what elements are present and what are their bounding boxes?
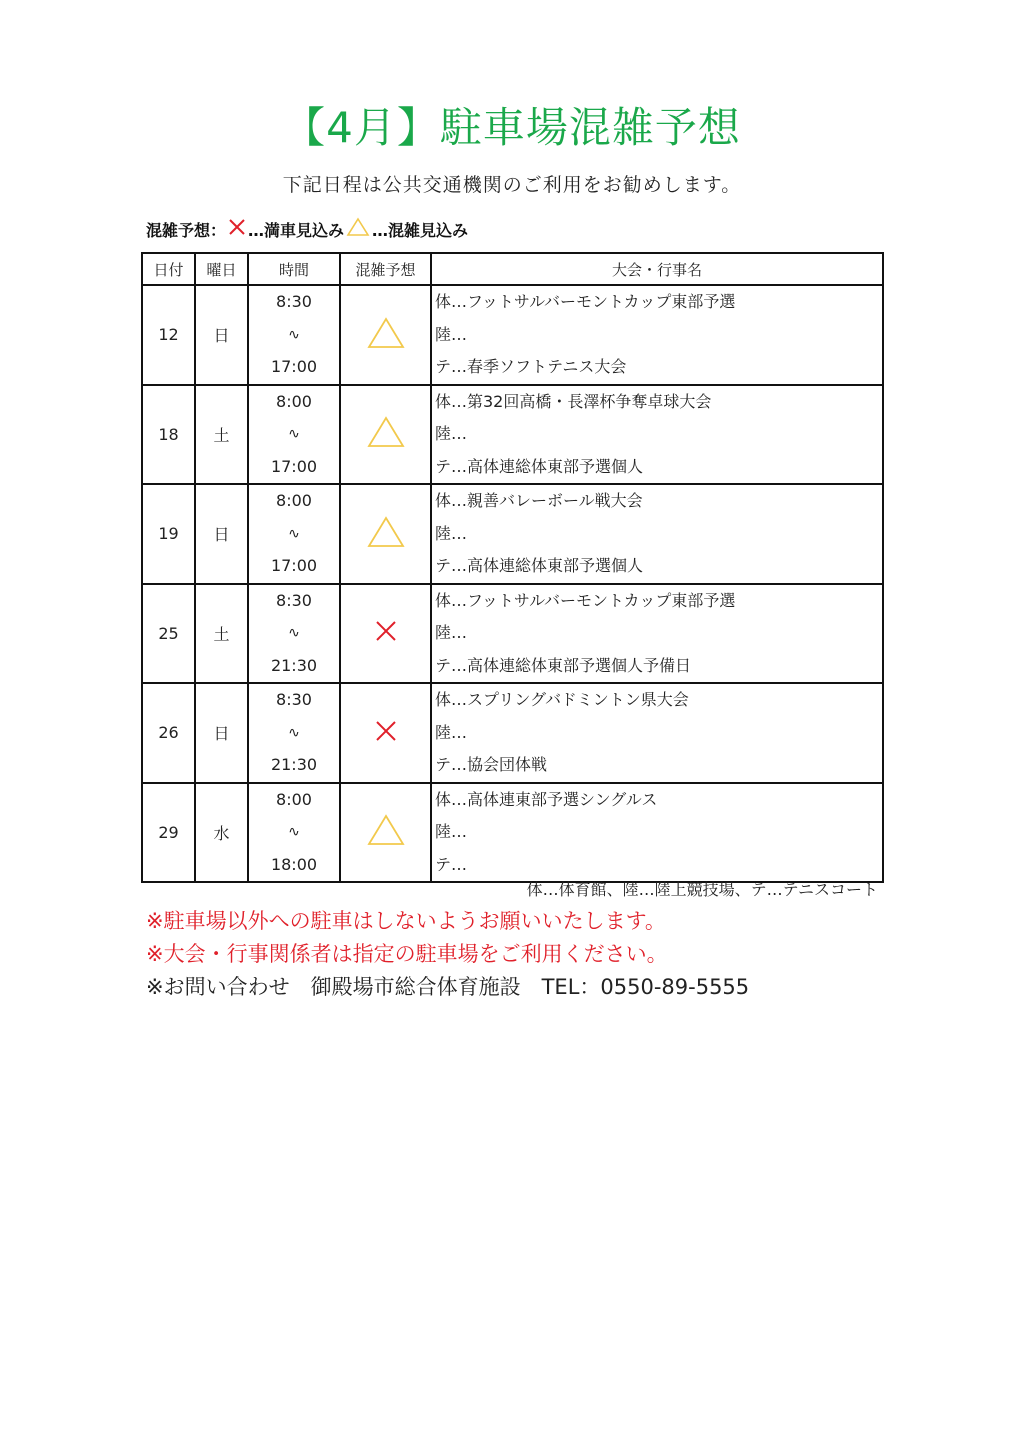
time-separator: ∿ — [288, 426, 300, 442]
time-cell — [248, 584, 340, 684]
event-track: 陸… — [435, 623, 468, 642]
event-track: 陸… — [435, 523, 468, 543]
date-cell: 18 — [142, 385, 195, 485]
time-separator: ∿ — [288, 625, 300, 641]
time-cell — [248, 484, 340, 584]
col-forecast: 混雑予想 — [340, 253, 431, 285]
weekday-cell: 日 — [195, 285, 248, 385]
start-time: 8:30 — [276, 690, 312, 709]
forecast-cell — [340, 683, 431, 783]
event-tennis: テ…春季ソフトテニス大会 — [435, 357, 627, 376]
time-cell — [248, 783, 340, 883]
end-time: 21:30 — [270, 755, 318, 774]
date-cell: 12 — [142, 285, 195, 385]
page-title: 【4月】駐車場混雑予想 — [283, 103, 741, 152]
weekday-cell: 土 — [195, 385, 248, 485]
triangle-icon — [366, 434, 406, 453]
date-cell: 29 — [142, 783, 195, 883]
table-row — [142, 285, 883, 385]
event-tennis: テ…協会団体戦 — [435, 755, 548, 774]
event-gym: 体…高体連東部予選シングルス — [435, 789, 658, 809]
triangle-icon — [346, 217, 370, 241]
time-separator: ∿ — [288, 326, 300, 343]
x-mark-icon — [228, 217, 246, 241]
table-header-row — [142, 253, 883, 285]
end-time: 17:00 — [270, 556, 318, 575]
table-row — [142, 484, 883, 584]
event-tennis: テ…高体連総体東部予選個人 — [435, 456, 644, 476]
event-track: 陸… — [435, 424, 468, 443]
date-cell: 25 — [142, 584, 195, 684]
forecast-cell — [340, 385, 431, 485]
col-event: 大会・行事名 — [431, 253, 883, 285]
note-parking: ※駐車場以外への駐車はしないようお願いいたします。 — [146, 909, 666, 933]
event-track: 陸… — [435, 722, 468, 742]
forecast-cell — [340, 584, 431, 684]
legend-full-text: …満車見込み — [248, 220, 345, 240]
event-track: 陸… — [435, 822, 468, 841]
start-time: 8:30 — [276, 590, 312, 610]
event-cell — [431, 484, 883, 584]
start-time: 8:00 — [276, 491, 312, 510]
event-tennis: テ… — [435, 854, 468, 874]
schedule-table — [141, 252, 884, 883]
start-time: 8:00 — [276, 391, 312, 411]
col-time: 時間 — [248, 253, 340, 285]
forecast-cell — [340, 484, 431, 584]
event-gym: 体…スプリングバドミントン県大会 — [435, 690, 689, 709]
weekday-cell: 日 — [195, 484, 248, 584]
weekday-cell: 日 — [195, 683, 248, 783]
venue-footnote: 体…体育館、陸…陸上競技場、テ…テニスコート — [526, 880, 878, 899]
time-cell — [248, 385, 340, 485]
legend-label: 混雑予想： — [146, 220, 227, 240]
end-time: 17:00 — [270, 357, 318, 376]
table-row — [142, 783, 883, 883]
time-separator: ∿ — [288, 724, 300, 741]
forecast-cell — [340, 285, 431, 385]
end-time: 21:30 — [270, 655, 318, 675]
notes — [146, 905, 749, 1004]
event-tennis: テ…高体連総体東部予選個人予備日 — [435, 655, 692, 675]
col-date: 日付 — [142, 253, 195, 285]
triangle-icon — [366, 534, 406, 553]
note-contact: ※お問い合わせ 御殿場市総合体育施設 TEL：0550-89-5555 — [146, 975, 750, 999]
table-row — [142, 584, 883, 684]
legend — [146, 217, 468, 241]
date-cell: 26 — [142, 683, 195, 783]
end-time: 17:00 — [270, 456, 318, 476]
event-cell — [431, 385, 883, 485]
event-cell — [431, 584, 883, 684]
event-gym: 体…フットサルバーモントカップ東部予選 — [435, 590, 736, 610]
start-time: 8:30 — [276, 292, 312, 311]
event-gym: 体…フットサルバーモントカップ東部予選 — [435, 292, 736, 311]
event-tennis: テ…高体連総体東部予選個人 — [435, 556, 644, 575]
event-cell — [431, 783, 883, 883]
x-mark-icon — [373, 629, 399, 648]
end-time: 18:00 — [270, 854, 318, 874]
date-cell: 19 — [142, 484, 195, 584]
start-time: 8:00 — [276, 789, 312, 809]
triangle-icon — [366, 832, 406, 851]
time-cell — [248, 285, 340, 385]
event-gym: 体…第32回高橋・長澤杯争奪卓球大会 — [435, 391, 712, 411]
triangle-icon — [366, 335, 406, 354]
table-row — [142, 385, 883, 485]
col-weekday: 曜日 — [195, 253, 248, 285]
time-cell — [248, 683, 340, 783]
event-track: 陸… — [435, 324, 468, 344]
table-row — [142, 683, 883, 783]
event-cell — [431, 683, 883, 783]
weekday-cell: 水 — [195, 783, 248, 883]
legend-crowded-text: …混雑見込み — [372, 220, 469, 240]
note-designated-parking: ※大会・行事関係者は指定の駐車場をご利用ください。 — [146, 942, 668, 966]
x-mark-icon — [373, 729, 399, 748]
event-cell — [431, 285, 883, 385]
page-subtitle: 下記日程は公共交通機関のご利用をお勧めします。 — [282, 174, 742, 196]
time-separator: ∿ — [288, 824, 300, 840]
time-separator: ∿ — [288, 525, 300, 542]
weekday-cell: 土 — [195, 584, 248, 684]
event-gym: 体…親善バレーボール戦大会 — [435, 491, 643, 510]
forecast-cell — [340, 783, 431, 883]
